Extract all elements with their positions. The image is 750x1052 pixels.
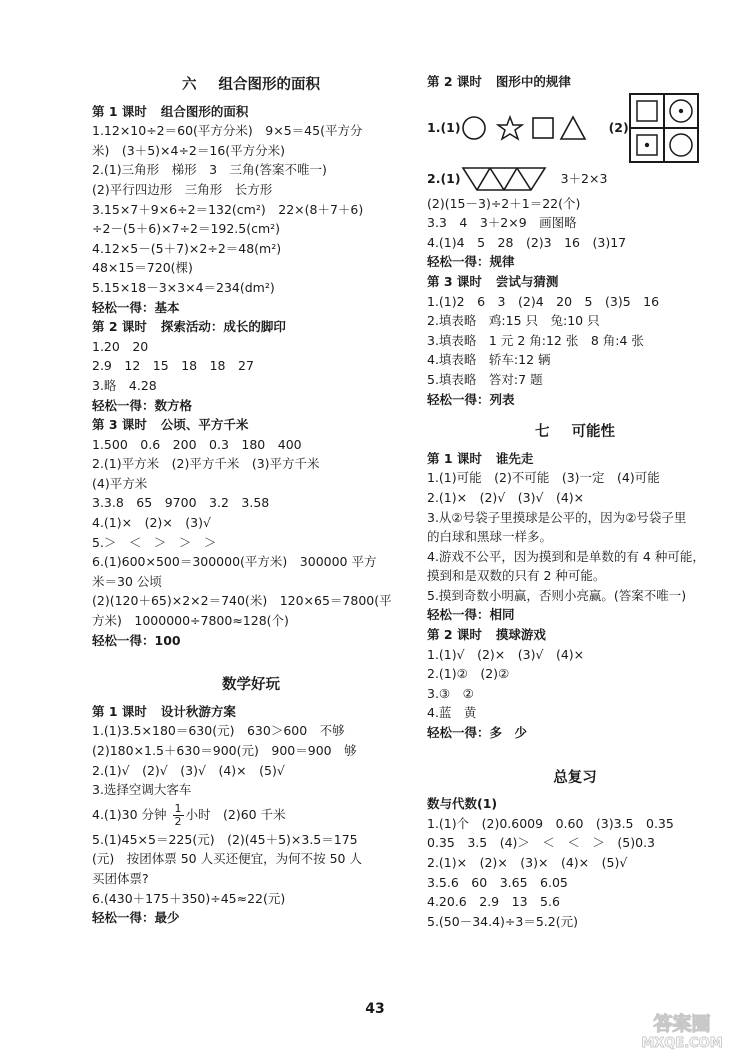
answer-line: 1.(1)√ (2)× (3)√ (4)×: [427, 646, 585, 662]
answer-line: 5.填表略 答对:7 题: [427, 371, 543, 387]
easy-takeaway: 轻松一得：数方格: [92, 397, 193, 413]
answer-line: 3.5.6 60 3.65 6.05: [427, 874, 568, 890]
answer-block: [92, 121, 410, 297]
lesson-heading: 第 2 课时 摸球游戏: [427, 627, 546, 643]
answer-line: 米) (3＋5)×4÷2＝16(平方分米): [92, 142, 286, 158]
easy-takeaway: 轻松一得：列表: [427, 391, 515, 407]
answer-line: 4.12×5－(5＋7)×2÷2＝48(m²): [92, 240, 282, 256]
grid-pattern-icon: [629, 93, 699, 163]
answer-line: 2.(1)× (2)√ (3)√ (4)×: [427, 489, 585, 505]
answer-block: [92, 435, 410, 631]
answer-line: 2.(1)三角形 梯形 3 三角(答案不唯一): [92, 162, 327, 178]
answer-line: 5.＞ ＜ ＞ ＞ ＞: [92, 534, 217, 550]
easy-takeaway: 轻松一得：相同: [427, 607, 515, 623]
answer-line: 3.③ ②: [427, 685, 474, 701]
answer-line: 1.20 20: [92, 338, 149, 354]
answer-block: [427, 645, 723, 723]
lesson-heading: 第 1 课时 组合图形的面积: [92, 103, 249, 119]
answer-line: 3.3 4 3＋2×9 画图略: [427, 215, 577, 231]
answer-line: (元) 按团体票 50 人买还便宜，为何不按 50 人: [92, 851, 362, 867]
svg-text:MXQE.COM: MXQE.COM: [641, 1036, 723, 1050]
easy-takeaway: 轻松一得：100: [92, 632, 181, 648]
lesson-heading: 第 2 课时 图形中的规律: [427, 74, 571, 89]
answer-block: [427, 814, 723, 932]
answer-line: 1.(1)可能 (2)不可能 (3)一定 (4)可能: [427, 470, 660, 486]
section-title-review: 总复习: [553, 769, 597, 786]
answer-line: 5.摸到奇数小明赢，否则小亮赢。(答案不唯一): [427, 587, 687, 603]
answer-line: 买团体票?: [92, 870, 149, 886]
section-title-possibility: 七 可能性: [535, 424, 615, 441]
answer-block: [427, 194, 723, 253]
answer-line: 2.填表略 鸡:15 只 兔:10 只: [427, 313, 600, 329]
answer-line: (4)平方米: [92, 475, 148, 491]
page-number: 43: [365, 1001, 385, 1017]
answer-block: [427, 292, 723, 390]
fraction: $\frac{1}{2}$: [174, 801, 182, 828]
shape-sequence-icon: [461, 113, 599, 143]
answer-block: [92, 721, 410, 908]
easy-takeaway: 轻松一得：最少: [92, 910, 180, 926]
answer-line: (2)(120＋65)×2×2＝740(米) 120×65＝7800(平: [92, 593, 392, 609]
answer-line-fraction: 4.(1)30 分钟 $\frac{1}{2}$ 小时 (2)60 千米: [92, 801, 286, 828]
answer-line: 2.(1)平方米 (2)平方千米 (3)平方千米: [92, 456, 320, 472]
answer-line: 3.从②号袋子里摸球是公平的，因为②号袋子里: [427, 509, 687, 525]
right-column: [427, 72, 723, 931]
answer-line: 3.填表略 1 元 2 角:12 张 8 角:4 张: [427, 332, 644, 348]
svg-text:答案圈: 答案圈: [653, 1013, 711, 1035]
lesson-heading: 第 1 课时 设计秋游方案: [92, 703, 236, 719]
lesson-heading: 第 3 课时 尝试与猜测: [427, 273, 559, 289]
answer-line: 米＝30 公顷: [92, 573, 162, 589]
answer-line: 2.(1)② (2)②: [427, 666, 510, 682]
easy-takeaway: 轻松一得：基本: [92, 299, 180, 315]
answer-line: 4.游戏不公平，因为摸到和是单数的有 4 种可能，: [427, 548, 705, 564]
answer-line: 4.20.6 2.9 13 5.6: [427, 894, 560, 910]
answer-line: 6.(1)600×500＝300000(平方米) 300000 平方: [92, 554, 377, 570]
answer-line: 1.(1)3.5×180＝630(元) 630＞600 不够: [92, 723, 345, 739]
answer-line: 5.(50－34.4)÷3＝5.2(元): [427, 913, 578, 929]
answer-line: 5.15×18－3×3×4＝234(dm²): [92, 279, 275, 295]
answer-line: 5.(1)45×5＝225(元) (2)(45＋5)×3.5＝175: [92, 831, 358, 847]
answer-line: 3.3.8 65 9700 3.2 3.58: [92, 495, 270, 511]
answer-line: 的白球和黑球一样多。: [427, 529, 553, 545]
shape-pattern-row: 1.(1) (2): [427, 92, 723, 164]
answer-line: 3.15×7＋9×6÷2＝132(cm²) 22×(8＋7＋6): [92, 201, 364, 217]
answer-line: (2)180×1.5＋630＝900(元) 900＝900 够: [92, 743, 357, 758]
answer-line: ÷2－(5＋6)×7÷2＝192.5(cm²): [92, 221, 281, 237]
answer-line: 摸到和是双数的只有 2 种可能。: [427, 568, 606, 584]
watermark-logo: [622, 1010, 742, 1050]
answer-line: 3.选择空调大客车: [92, 782, 192, 798]
left-column: [92, 72, 410, 928]
answer-line: 1.(1)个 (2)0.6009 0.60 (3)3.5 0.35: [427, 815, 674, 831]
easy-takeaway: 轻松一得：规律: [427, 254, 515, 270]
answer-line: 1.(1)2 6 3 (2)4 20 5 (3)5 16: [427, 293, 660, 309]
answer-line: 2.(1)× (2)× (3)× (4)× (5)√: [427, 855, 628, 870]
answer-line: 48×15＝720(棵): [92, 260, 193, 276]
triangle-row-icon: [461, 166, 547, 192]
answer-line: 6.(430＋175＋350)÷45≈22(元): [92, 890, 286, 906]
answer-line: (2)(15－3)÷2＋1＝22(个): [427, 195, 581, 211]
answer-line: 4.(1)× (2)× (3)√: [92, 515, 211, 531]
triangle-pattern-row: 2.(1) 3＋2×3: [427, 164, 723, 194]
answer-line: 2.9 12 15 18 18 27: [92, 358, 254, 374]
section-title-composite-area: 六 组合图形的面积: [182, 77, 320, 93]
answer-line: 方米) 1000000÷7800≈128(个): [92, 613, 289, 629]
answer-block: [92, 337, 410, 396]
answer-line: (2)平行四边形 三角形 长方形: [92, 181, 273, 197]
section-title-math-fun: 数学好玩: [222, 677, 280, 694]
answer-line: 4.(1)4 5 28 (2)3 16 (3)17: [427, 234, 627, 250]
answer-line: 3.略 4.28: [92, 377, 157, 393]
lesson-heading: 第 1 课时 谁先走: [427, 450, 534, 466]
easy-takeaway: 轻松一得：多 少: [427, 725, 528, 741]
lesson-heading: 第 3 课时 公顷、平方千米: [92, 417, 249, 433]
answer-line: 1.500 0.6 200 0.3 180 400: [92, 436, 302, 452]
lesson-heading: 数与代数(1): [427, 796, 498, 812]
answer-line: 0.35 3.5 (4)＞ ＜ ＜ ＞ (5)0.3: [427, 835, 656, 851]
answer-line: 4.填表略 轿车:12 辆: [427, 352, 551, 368]
answer-line: 4.蓝 黄: [427, 705, 477, 721]
answer-line: 1.12×10÷2＝60(平方分米) 9×5＝45(平方分: [92, 123, 363, 139]
answer-line: 2.(1)√ (2)√ (3)√ (4)× (5)√: [92, 762, 285, 778]
answer-block: [427, 468, 723, 605]
lesson-heading: 第 2 课时 探索活动：成长的脚印: [92, 319, 286, 335]
